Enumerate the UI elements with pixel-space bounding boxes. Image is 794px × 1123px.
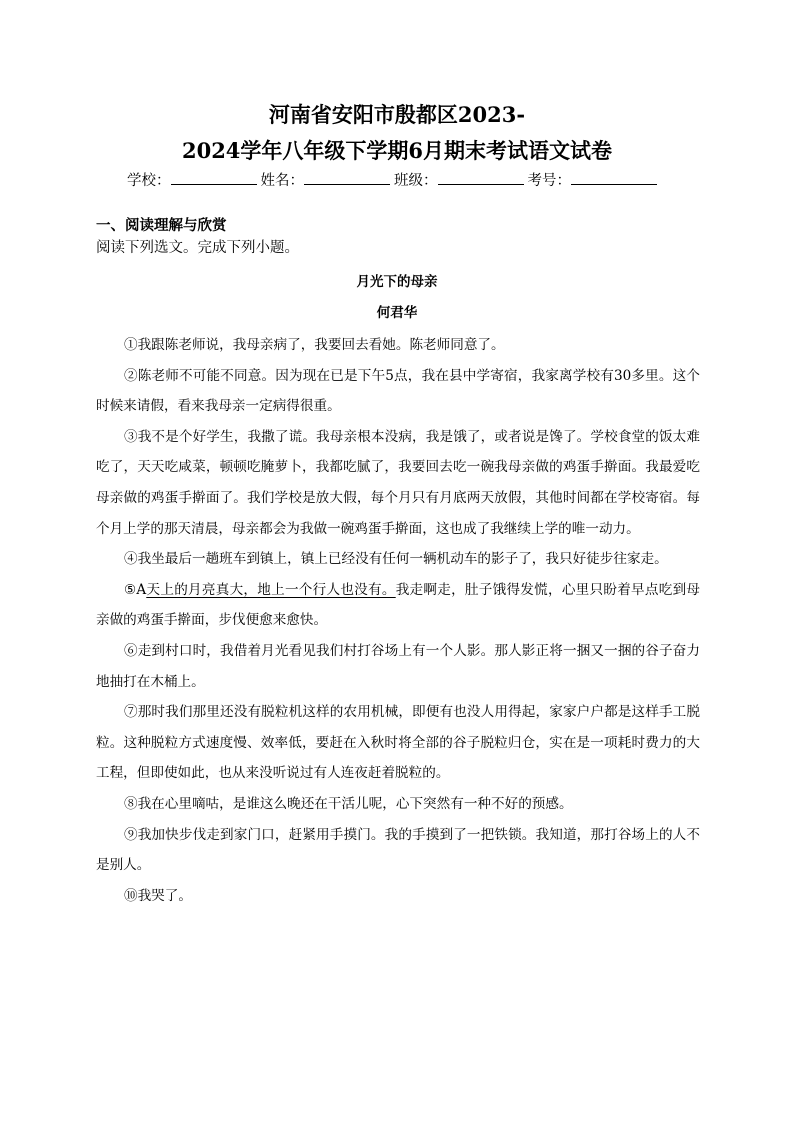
exam-title-line-1: 河南省安阳市殷都区2023- bbox=[268, 102, 526, 127]
name-blank[interactable] bbox=[304, 170, 390, 185]
paragraph-1: ①我跟陈老师说，我母亲病了，我要回去看她。陈老师同意了。 bbox=[124, 337, 505, 353]
exam-title-line-2: 2024学年八年级下学期6月期末考试语文试卷 bbox=[181, 138, 613, 163]
paragraph-5 bbox=[96, 575, 700, 636]
section-heading: 一、阅读理解与欣赏 bbox=[96, 218, 227, 234]
paragraph-5-rest: 我走啊走，肚子饿得发慌，心里只盼着早点吃到母亲做的鸡蛋手擀面，步伐便愈来愈快。 bbox=[96, 581, 701, 629]
school-label: 学校： bbox=[127, 173, 171, 189]
paragraph-10: ⑩我哭了。 bbox=[124, 887, 192, 904]
paragraph-4: ④我坐最后一趟班车到镇上，镇上已经没有任何一辆机动车的影子了，我只好徒步往家走。 bbox=[124, 551, 668, 568]
article-author: 何君华 bbox=[376, 305, 418, 321]
paragraph-7: ⑦那时我们那里还没有脱粒机这样的农用机械，即便有也没人用得起，家家户户都是这样手工脱粒。这种脱粒方式速度慢、效率低，要赶在入秋时将全部的谷子脱粒归仓，实在是一项耗时费力的大工程，但即使如此，也从来没听说过有人连夜赶着脱粒的。 bbox=[96, 704, 700, 782]
class-blank[interactable] bbox=[438, 170, 524, 185]
article-body bbox=[96, 330, 700, 911]
class-label: 班级： bbox=[394, 173, 438, 189]
name-label: 姓名： bbox=[260, 173, 304, 189]
exam-number-blank[interactable] bbox=[571, 170, 657, 185]
paragraph-5-prefix: ⑤A bbox=[124, 581, 147, 598]
paragraph-8: ⑧我在心里嘀咕，是谁这么晚还在干活儿呢，心下突然有一种不好的预感。 bbox=[124, 795, 573, 812]
exam-number-label: 考号： bbox=[527, 173, 571, 189]
paragraph-5-underlined-sentence: 天上的月亮真大，地上一个行人也没有。 bbox=[146, 581, 396, 598]
paragraph-2: ②陈老师不可能不同意。因为现在已是下午5点，我在县中学寄宿，我家离学校有30多里。这个时候来请假，看来我母亲一定病得很重。 bbox=[96, 367, 700, 415]
paragraph-3: ③我不是个好学生，我撒了谎。我母亲根本没病，我是饿了，或者说是馋了。学校食堂的饭太难吃了，天天吃咸菜，顿顿吃腌萝卜，我都吃腻了，我要回去吃一碗我母亲做的鸡蛋手擀面。我最爱吃母亲做的鸡蛋手擀面了。我们学校是放大假，每个月只有月底两天放假，其他时间都在学校寄宿。每个月上学的那天清晨，母亲都会为我做一碗鸡蛋手擀面，这也成了我继续上学的唯一动力。 bbox=[96, 428, 700, 537]
section-instruction: 阅读下列选文。完成下列小题。 bbox=[96, 240, 299, 256]
school-blank[interactable] bbox=[171, 170, 257, 185]
student-info-row bbox=[127, 170, 687, 192]
paragraph-6: ⑥走到村口时，我借着月光看见我们村打谷场上有一个人影。那人影正将一捆又一捆的谷子奋力地抽打在木桶上。 bbox=[96, 642, 700, 690]
paragraph-9: ⑨我加快步伐走到家门口，赶紧用手摸门。我的手摸到了一把铁锁。我知道，那打谷场上的人不是别人。 bbox=[96, 826, 700, 874]
article-title: 月光下的母亲 bbox=[356, 274, 438, 290]
